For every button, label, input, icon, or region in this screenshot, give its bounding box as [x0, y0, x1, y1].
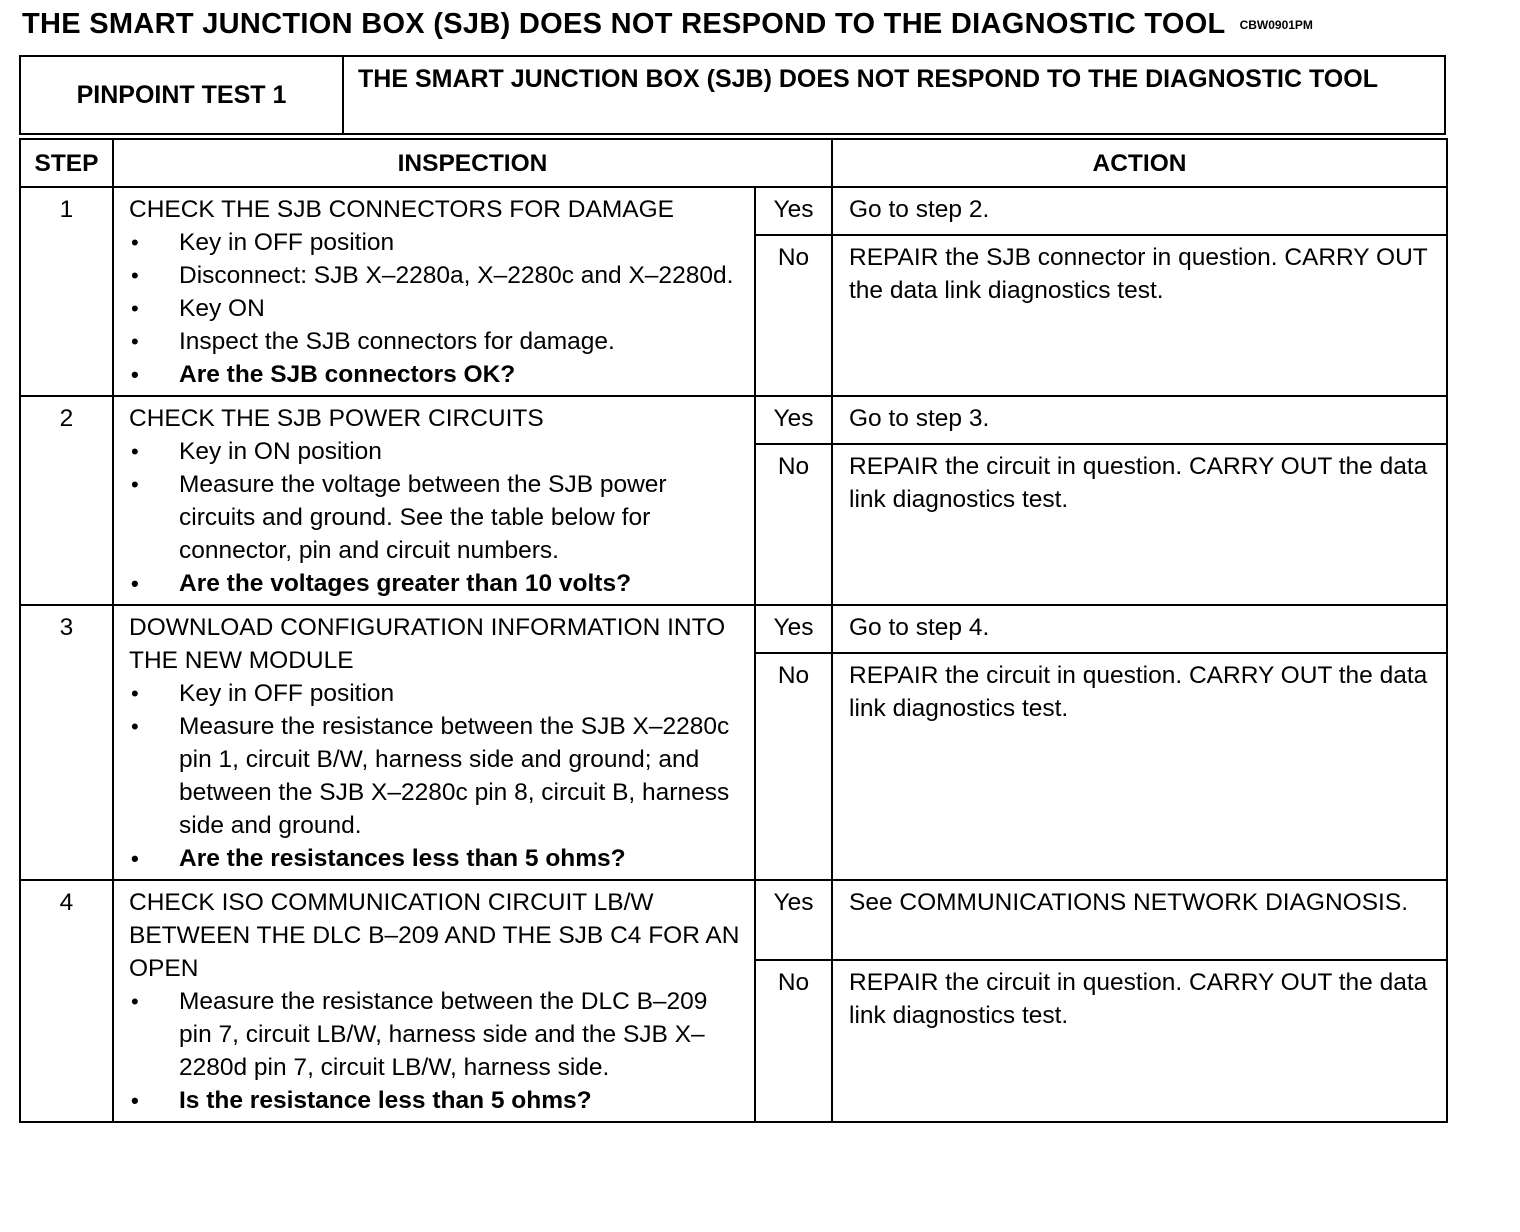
no-label: No [755, 235, 832, 396]
step-question: • Are the SJB connectors OK? [129, 358, 744, 391]
step-heading: CHECK ISO COMMUNICATION CIRCUIT LB/W BETWEEN THE DLC B–209 AND THE SJB C4 FOR AN OPEN [129, 889, 740, 982]
step-inspection [113, 396, 755, 605]
no-label: No [755, 444, 832, 605]
step-bullets [129, 435, 744, 600]
step-heading: CHECK THE SJB POWER CIRCUITS [129, 405, 544, 432]
yes-label: Yes [755, 880, 832, 960]
step-heading: DOWNLOAD CONFIGURATION INFORMATION INTO THE NEW MODULE [129, 614, 726, 674]
step-question: • Are the resistances less than 5 ohms? [129, 842, 744, 875]
step-2-yes-row [20, 396, 1447, 444]
yes-label: Yes [755, 396, 832, 444]
yes-action: Go to step 2. [832, 187, 1447, 235]
step-question: • Is the resistance less than 5 ohms? [129, 1084, 744, 1117]
step-bullets [129, 985, 744, 1117]
bullet-item: • Measure the resistance between the SJB X–2280c pin 1, circuit B/W, harness side and ground; and between the SJB X–2280c pin 8, circuit B, harness side and ground. [129, 710, 744, 842]
title-text: THE SMART JUNCTION BOX (SJB) DOES NOT RESPOND TO THE DIAGNOSTIC TOOL [22, 8, 1226, 40]
bullet-item: • Key in ON position [129, 435, 744, 468]
step-bullets [129, 226, 744, 391]
step-heading: CHECK THE SJB CONNECTORS FOR DAMAGE [129, 196, 674, 223]
bullet-item: • Key in OFF position [129, 226, 744, 259]
bullet-item: • Disconnect: SJB X–2280a, X–2280c and X–2280d. [129, 259, 744, 292]
step-number: 3 [20, 605, 113, 880]
yes-label: Yes [755, 605, 832, 653]
bullet-item: • Key in OFF position [129, 677, 744, 710]
step-bullets [129, 677, 744, 875]
step-inspection [113, 880, 755, 1122]
bullet-item: • Measure the voltage between the SJB power circuits and ground. See the table below for connector, pin and circuit numbers. [129, 468, 744, 567]
step-inspection [113, 605, 755, 880]
no-action: REPAIR the circuit in question. CARRY OUT the data link diagnostics test. [832, 444, 1447, 605]
yes-action: Go to step 4. [832, 605, 1447, 653]
pinpoint-table [19, 138, 1448, 1123]
no-action: REPAIR the circuit in question. CARRY OUT the data link diagnostics test. [832, 653, 1447, 880]
no-label: No [755, 960, 832, 1122]
pinpoint-header [19, 55, 1446, 135]
pinpoint-label: PINPOINT TEST 1 [20, 56, 343, 134]
pinpoint-title: THE SMART JUNCTION BOX (SJB) DOES NOT RESPOND TO THE DIAGNOSTIC TOOL [343, 56, 1445, 134]
step-number: 4 [20, 880, 113, 1122]
header-action: ACTION [832, 139, 1447, 187]
header-inspection: INSPECTION [113, 139, 832, 187]
step-4-yes-row [20, 880, 1447, 960]
bullet-item: • Key ON [129, 292, 744, 325]
figure-code: CBW0901PM [1239, 18, 1313, 33]
yes-label: Yes [755, 187, 832, 235]
table-header-row [20, 139, 1447, 187]
header-step: STEP [20, 139, 113, 187]
no-label: No [755, 653, 832, 880]
page-title [22, 8, 1313, 41]
step-3-yes-row [20, 605, 1447, 653]
step-inspection [113, 187, 755, 396]
bullet-item: • Measure the resistance between the DLC B–209 pin 7, circuit LB/W, harness side and the SJB X–2280d pin 7, circuit LB/W, harness side. [129, 985, 744, 1084]
step-number: 1 [20, 187, 113, 396]
bullet-item: • Inspect the SJB connectors for damage. [129, 325, 744, 358]
no-action: REPAIR the circuit in question. CARRY OUT the data link diagnostics test. [832, 960, 1447, 1122]
step-number: 2 [20, 396, 113, 605]
step-question: • Are the voltages greater than 10 volts? [129, 567, 744, 600]
no-action: REPAIR the SJB connector in question. CARRY OUT the data link diagnostics test. [832, 235, 1447, 396]
yes-action: Go to step 3. [832, 396, 1447, 444]
yes-action: See COMMUNICATIONS NETWORK DIAGNOSIS. [832, 880, 1447, 960]
step-1-yes-row [20, 187, 1447, 235]
